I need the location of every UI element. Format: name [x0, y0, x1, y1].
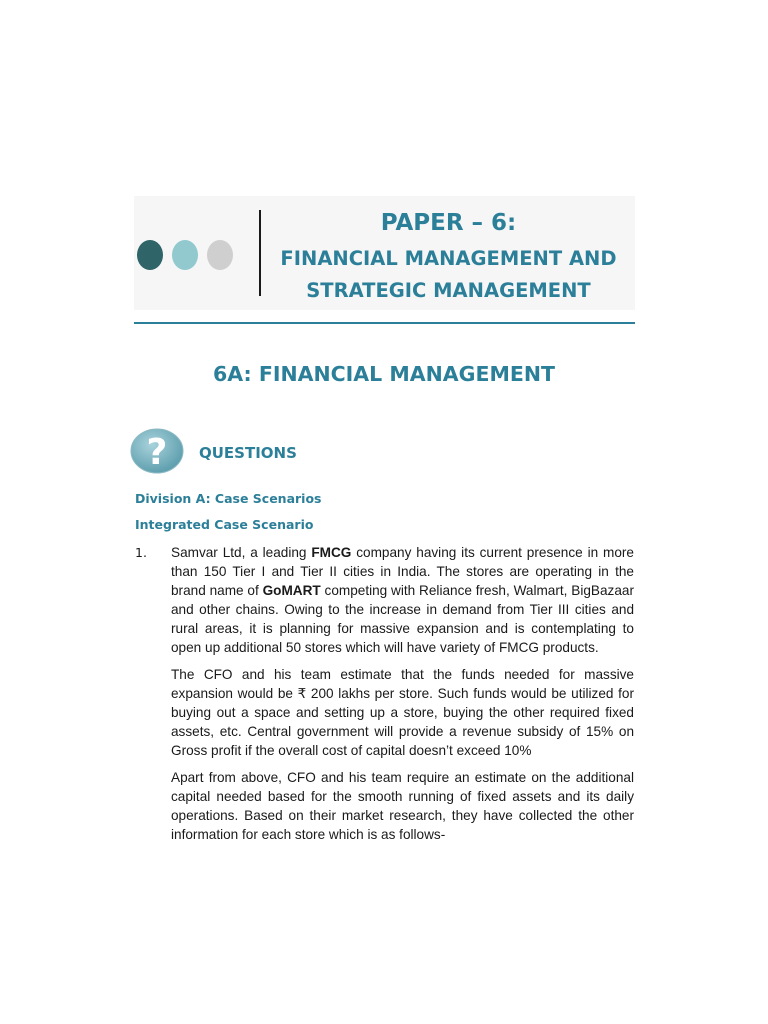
division-heading: Division A: Case Scenarios [135, 491, 322, 506]
question-number: 1. [135, 545, 147, 560]
header-divider [259, 210, 261, 296]
scenario-heading: Integrated Case Scenario [135, 517, 314, 532]
p1-text-e: competing with Reliance fresh, Walmart, BigBazaar and other chains. Owing to the increase in demand from Tier III cities and rural areas, it is planning for massive expansion and is contemplating to open up additional 50 stores which will have variety of FMCG products. [171, 583, 634, 655]
subtitle-line-2: STRATEGIC MANAGEMENT [306, 279, 591, 302]
subtitle-line-1: FINANCIAL MANAGEMENT AND [280, 247, 617, 270]
dot-light [172, 240, 198, 270]
p1-bold-fmcg: FMCG [311, 545, 352, 560]
question-mark-icon [130, 428, 184, 474]
dot-dark [137, 240, 163, 270]
questions-heading: QUESTIONS [199, 444, 297, 462]
dot-grey [207, 240, 233, 270]
paragraph-3: Apart from above, CFO and his team require an estimate on the additional capital needed based for the smooth running of fixed assets and its daily operations. Based on their market research, they have collected the other information for each store which is as follows- [171, 770, 634, 842]
horizontal-rule [134, 322, 635, 324]
svg-text:?: ? [146, 432, 168, 473]
p1-text-a: Samvar Ltd, a leading [171, 545, 312, 560]
paper-subtitle [262, 243, 635, 307]
section-title: 6A: FINANCIAL MANAGEMENT [212, 362, 556, 386]
p1-text-c: company having its current presence in more than 150 Tier I and Tier II cities in India. The stores are operating in the brand name of [171, 545, 634, 598]
p1-bold-gomart: GoMART [262, 583, 321, 598]
decorative-dots [137, 240, 233, 270]
paper-title: PAPER – 6: [380, 210, 517, 236]
paragraph-2: The CFO and his team estimate that the funds needed for massive expansion would be ₹ 200 lakhs per store. Such funds would be utilized for buying out a space and setting up a store, buying the other required fixed assets, etc. Central government will provide a revenue subsidy of 15% on Gross profit if the overall cost of capital doesn’t exceed 10% [171, 667, 634, 758]
paragraph-1 [171, 543, 634, 657]
question-body [171, 543, 634, 852]
